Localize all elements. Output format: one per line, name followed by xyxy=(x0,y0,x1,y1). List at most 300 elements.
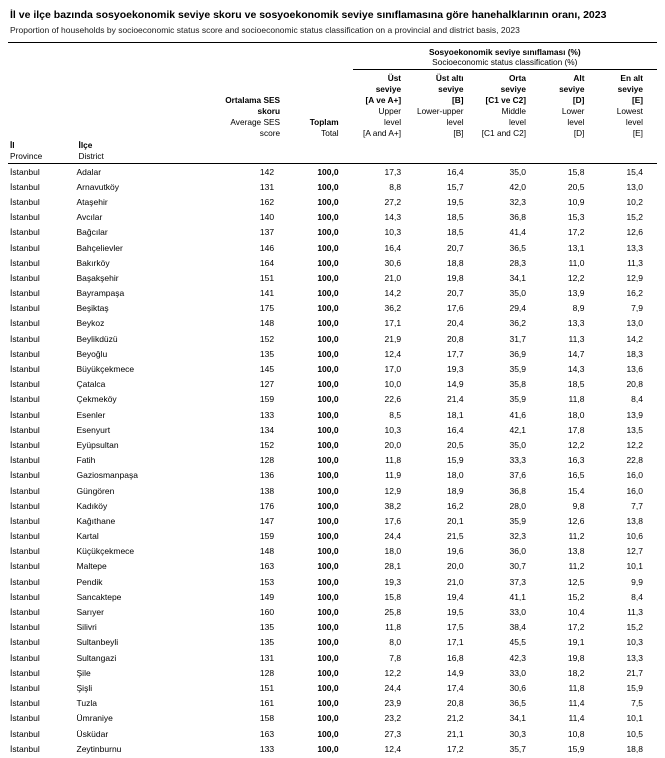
cell-district: Bahçelievler xyxy=(76,242,123,253)
cell-lower-level: 15,2 xyxy=(567,591,585,602)
cell-lower-level: 13,1 xyxy=(567,242,585,253)
cell-middle-level: 30,3 xyxy=(509,728,527,739)
cell-middle-level: 36,0 xyxy=(509,546,527,557)
cell-upper-level: 27,3 xyxy=(384,728,402,739)
cell-middle-level: 29,4 xyxy=(509,303,527,314)
cell-ses-score: 137 xyxy=(259,227,275,238)
cell-lower-level: 17,8 xyxy=(567,424,585,435)
cell-lower-level: 11,8 xyxy=(568,394,585,405)
cell-lower-upper-level: 20,0 xyxy=(447,561,464,572)
cell-province: İstanbul xyxy=(10,698,40,709)
cell-lower-level: 15,3 xyxy=(567,212,585,223)
table-row xyxy=(8,711,657,726)
cell-middle-level: 28,3 xyxy=(509,257,527,268)
table-row xyxy=(8,286,657,301)
table-row xyxy=(8,544,657,559)
cell-lowest-level: 22,8 xyxy=(626,455,643,466)
cell-lowest-level: 16,0 xyxy=(626,485,643,496)
cell-district: Avcılar xyxy=(76,212,103,223)
cell-lower-upper-level: 21,5 xyxy=(447,531,464,542)
cell-lowest-level: 10,3 xyxy=(626,637,643,648)
cell-lower-level: 10,9 xyxy=(567,196,585,207)
cell-ses-score: 128 xyxy=(259,455,275,466)
cell-district: Kağıthane xyxy=(76,515,116,526)
cell-lowest-level: 12,6 xyxy=(626,227,643,238)
cell-total: 100,0 xyxy=(317,576,339,587)
cell-lowest-level: 15,2 xyxy=(626,622,643,633)
cell-lower-upper-level: 18,8 xyxy=(447,257,464,268)
group-header-tr: Sosyoekonomik seviye sınıflaması (%) xyxy=(428,47,581,57)
cell-lowest-level: 13,0 xyxy=(626,181,643,192)
cell-middle-level: 33,3 xyxy=(509,455,527,466)
cell-lower-upper-level: 14,9 xyxy=(447,379,464,390)
cell-district: Güngören xyxy=(76,485,115,496)
cell-middle-level: 31,7 xyxy=(509,333,527,344)
cell-ses-score: 175 xyxy=(259,303,275,314)
table-row xyxy=(8,696,657,711)
cell-lower-upper-level: 18,5 xyxy=(447,212,464,223)
cell-ses-score: 163 xyxy=(259,728,275,739)
cell-upper-level: 17,1 xyxy=(384,318,402,329)
table-row xyxy=(8,331,657,346)
cell-lower-upper-level: 18,5 xyxy=(447,227,464,238)
table-row xyxy=(8,437,657,452)
cell-lower-level: 11,4 xyxy=(568,698,585,709)
table-row xyxy=(8,650,657,665)
header-group-row-en xyxy=(8,57,657,70)
table-row xyxy=(8,498,657,513)
cell-district: Esenler xyxy=(76,409,106,420)
header-group-row-tr xyxy=(8,43,657,57)
cell-lower-level: 20,5 xyxy=(567,181,585,192)
cell-ses-score: 148 xyxy=(259,546,275,557)
table-row xyxy=(8,179,657,194)
cell-ses-score: 176 xyxy=(259,500,275,511)
cell-lower-level: 14,3 xyxy=(567,364,585,375)
cell-lower-level: 17,2 xyxy=(567,622,585,633)
cell-total: 100,0 xyxy=(317,515,339,526)
cell-district: Beylikdüzü xyxy=(76,333,118,344)
cell-middle-level: 36,8 xyxy=(509,212,527,223)
cell-total: 100,0 xyxy=(317,485,339,496)
cell-lower-level: 14,7 xyxy=(567,348,585,359)
cell-province: İstanbul xyxy=(10,394,40,405)
cell-middle-level: 36,8 xyxy=(509,485,527,496)
cell-total: 100,0 xyxy=(317,470,339,481)
cell-ses-score: 141 xyxy=(259,288,275,299)
cell-total: 100,0 xyxy=(317,743,339,754)
cell-district: Başakşehir xyxy=(76,272,119,283)
cell-upper-level: 18,0 xyxy=(384,546,402,557)
cell-district: Silivri xyxy=(76,622,97,633)
cell-upper-level: 30,6 xyxy=(384,257,402,268)
cell-lowest-level: 11,3 xyxy=(627,607,643,618)
cell-lower-level: 13,8 xyxy=(567,546,585,557)
cell-lower-upper-level: 19,8 xyxy=(447,272,464,283)
cell-province: İstanbul xyxy=(10,272,40,283)
cell-total: 100,0 xyxy=(317,698,339,709)
cell-province: İstanbul xyxy=(10,409,40,420)
cell-ses-score: 140 xyxy=(259,212,275,223)
cell-province: İstanbul xyxy=(10,682,40,693)
table-row xyxy=(8,316,657,331)
col-header-total-tr: Toplam xyxy=(309,117,339,127)
cell-district: Ümraniye xyxy=(76,713,113,724)
cell-upper-level: 10,3 xyxy=(384,227,402,238)
table-row xyxy=(8,574,657,589)
cell-upper-level: 36,2 xyxy=(384,303,402,314)
cell-lower-upper-level: 19,5 xyxy=(447,196,464,207)
cell-lowest-level: 10,1 xyxy=(626,561,643,572)
cell-district: Pendik xyxy=(76,576,103,587)
stub-district xyxy=(77,140,178,163)
table-row xyxy=(8,513,657,528)
cell-lower-level: 11,8 xyxy=(568,682,585,693)
cell-lower-upper-level: 20,7 xyxy=(447,242,464,253)
cell-total: 100,0 xyxy=(317,181,339,192)
cell-middle-level: 35,9 xyxy=(509,515,527,526)
cell-province: İstanbul xyxy=(10,728,40,739)
col-header-ses-en1: Average SES xyxy=(230,117,281,127)
cell-district: Esenyurt xyxy=(76,424,111,435)
cell-district: Maltepe xyxy=(76,561,107,572)
cell-total: 100,0 xyxy=(317,348,339,359)
cell-province: İstanbul xyxy=(10,607,40,618)
col-header-ses xyxy=(177,73,284,140)
cell-lower-upper-level: 18,9 xyxy=(447,485,464,496)
cell-upper-level: 23,2 xyxy=(384,713,402,724)
cell-upper-level: 12,4 xyxy=(384,743,402,754)
cell-lower-upper-level: 21,1 xyxy=(447,728,464,739)
cell-middle-level: 33,0 xyxy=(509,607,527,618)
cell-lowest-level: 7,7 xyxy=(631,500,643,511)
cell-lower-level: 15,9 xyxy=(567,743,585,754)
cell-lower-upper-level: 20,1 xyxy=(447,515,464,526)
col-header-ses-tr1: Ortalama SES xyxy=(225,95,281,105)
cell-upper-level: 7,8 xyxy=(389,652,402,663)
header-stub-row xyxy=(8,140,657,163)
cell-lower-upper-level: 17,7 xyxy=(447,348,464,359)
cell-district: Küçükçekmece xyxy=(76,546,135,557)
table-row xyxy=(8,741,657,756)
table-row xyxy=(8,392,657,407)
cell-lowest-level: 21,7 xyxy=(626,667,643,678)
cell-total: 100,0 xyxy=(317,561,339,572)
col-header-ses-en2: score xyxy=(259,128,281,138)
cell-lowest-level: 7,9 xyxy=(631,303,643,314)
cell-lowest-level: 7,5 xyxy=(631,698,643,709)
table-row xyxy=(8,529,657,544)
cell-district: Sancaktepe xyxy=(76,591,122,602)
cell-lowest-level: 12,7 xyxy=(626,546,643,557)
cell-lower-upper-level: 17,2 xyxy=(447,743,464,754)
cell-upper-level: 11,8 xyxy=(385,622,402,633)
cell-middle-level: 32,3 xyxy=(509,196,527,207)
cell-upper-level: 17,3 xyxy=(384,166,402,177)
table-row xyxy=(8,604,657,619)
cell-middle-level: 35,8 xyxy=(509,379,527,390)
cell-lower-level: 18,2 xyxy=(567,667,585,678)
cell-total: 100,0 xyxy=(317,622,339,633)
cell-ses-score: 136 xyxy=(259,470,275,481)
cell-lowest-level: 10,6 xyxy=(626,531,643,542)
cell-middle-level: 35,9 xyxy=(509,364,527,375)
cell-lowest-level: 13,6 xyxy=(626,364,643,375)
cell-upper-level: 25,8 xyxy=(384,607,402,618)
cell-upper-level: 12,4 xyxy=(384,348,402,359)
cell-lowest-level: 10,1 xyxy=(626,713,643,724)
col-header-middle: Orta seviye [C1 ve C2] Middle level [C1 and C2] xyxy=(481,73,527,138)
cell-middle-level: 28,0 xyxy=(509,500,527,511)
cell-upper-level: 11,8 xyxy=(385,455,402,466)
cell-district: Şişli xyxy=(76,682,93,693)
table-row xyxy=(8,468,657,483)
cell-lower-upper-level: 19,6 xyxy=(447,546,464,557)
cell-province: İstanbul xyxy=(10,667,40,678)
cell-ses-score: 149 xyxy=(259,591,275,602)
cell-ses-score: 151 xyxy=(259,682,275,693)
cell-province: İstanbul xyxy=(10,364,40,375)
cell-upper-level: 21,9 xyxy=(384,333,402,344)
cell-total: 100,0 xyxy=(317,637,339,648)
col-header-lower: Alt seviye [D] Lower level [D] xyxy=(559,73,585,138)
cell-middle-level: 35,0 xyxy=(509,288,527,299)
cell-province: İstanbul xyxy=(10,196,40,207)
table-header xyxy=(8,43,657,164)
stub-province-tr: İl xyxy=(10,140,15,150)
cell-lower-upper-level: 18,1 xyxy=(447,409,464,420)
cell-lower-level: 10,8 xyxy=(567,728,585,739)
cell-lowest-level: 14,2 xyxy=(626,333,643,344)
cell-district: Bakırköy xyxy=(76,257,110,268)
cell-province: İstanbul xyxy=(10,622,40,633)
table-row xyxy=(8,589,657,604)
cell-lower-upper-level: 21,4 xyxy=(447,394,464,405)
cell-upper-level: 8,0 xyxy=(389,637,402,648)
cell-upper-level: 10,0 xyxy=(384,379,402,390)
cell-lower-level: 12,5 xyxy=(567,576,585,587)
cell-district: Çekmeköy xyxy=(76,394,117,405)
cell-lower-level: 11,2 xyxy=(568,531,585,542)
cell-total: 100,0 xyxy=(317,439,339,450)
cell-lower-upper-level: 19,4 xyxy=(447,591,464,602)
title-block xyxy=(0,0,665,36)
cell-lowest-level: 9,9 xyxy=(631,576,643,587)
cell-middle-level: 34,1 xyxy=(509,713,527,724)
cell-ses-score: 142 xyxy=(259,166,275,177)
cell-lower-upper-level: 16,8 xyxy=(447,652,464,663)
cell-district: Bayrampaşa xyxy=(76,288,125,299)
cell-district: Tuzla xyxy=(76,698,97,709)
cell-lowest-level: 8,4 xyxy=(631,591,643,602)
cell-ses-score: 145 xyxy=(259,364,275,375)
cell-total: 100,0 xyxy=(317,166,339,177)
cell-lower-level: 16,5 xyxy=(567,470,585,481)
cell-district: Fatih xyxy=(76,455,96,466)
col-header-lowest: En alt seviye [E] Lowest level [E] xyxy=(616,73,643,138)
cell-total: 100,0 xyxy=(317,212,339,223)
cell-upper-level: 12,9 xyxy=(384,485,402,496)
cell-lower-upper-level: 20,8 xyxy=(447,333,464,344)
cell-province: İstanbul xyxy=(10,561,40,572)
cell-lowest-level: 18,8 xyxy=(626,743,643,754)
cell-province: İstanbul xyxy=(10,591,40,602)
cell-ses-score: 134 xyxy=(259,424,275,435)
cell-ses-score: 152 xyxy=(259,439,275,450)
cell-upper-level: 12,2 xyxy=(384,667,402,678)
cell-middle-level: 36,2 xyxy=(509,318,527,329)
cell-lowest-level: 13,8 xyxy=(626,515,643,526)
cell-ses-score: 127 xyxy=(259,379,275,390)
table-row xyxy=(8,559,657,574)
cell-total: 100,0 xyxy=(317,257,339,268)
cell-middle-level: 41,4 xyxy=(509,227,527,238)
cell-lower-upper-level: 20,5 xyxy=(447,439,464,450)
cell-ses-score: 163 xyxy=(259,561,275,572)
cell-province: İstanbul xyxy=(10,257,40,268)
col-header-province xyxy=(8,73,77,140)
cell-lower-upper-level: 16,4 xyxy=(447,424,464,435)
cell-middle-level: 35,0 xyxy=(509,166,527,177)
cell-total: 100,0 xyxy=(317,546,339,557)
cell-upper-level: 21,0 xyxy=(384,272,402,283)
cell-upper-level: 14,2 xyxy=(384,288,402,299)
cell-district: Bağcılar xyxy=(76,227,108,238)
cell-total: 100,0 xyxy=(317,364,339,375)
cell-ses-score: 161 xyxy=(259,698,275,709)
cell-province: İstanbul xyxy=(10,288,40,299)
table-row xyxy=(8,346,657,361)
cell-lower-level: 11,2 xyxy=(568,561,585,572)
table-row xyxy=(8,240,657,255)
cell-ses-score: 133 xyxy=(259,743,275,754)
cell-upper-level: 20,0 xyxy=(384,439,402,450)
cell-ses-score: 148 xyxy=(259,318,275,329)
cell-lower-upper-level: 21,0 xyxy=(447,576,464,587)
cell-district: Sarıyer xyxy=(76,607,104,618)
cell-lowest-level: 8,4 xyxy=(631,394,643,405)
cell-ses-score: 133 xyxy=(259,409,275,420)
cell-province: İstanbul xyxy=(10,500,40,511)
col-header-lower-upper: Üst altı seviye [B] Lower-upper level [B] xyxy=(416,73,464,138)
cell-middle-level: 37,6 xyxy=(509,470,527,481)
cell-lowest-level: 10,5 xyxy=(626,728,643,739)
cell-total: 100,0 xyxy=(317,500,339,511)
cell-ses-score: 128 xyxy=(259,667,275,678)
cell-lower-upper-level: 20,7 xyxy=(447,288,464,299)
cell-ses-score: 151 xyxy=(259,272,275,283)
table-row xyxy=(8,726,657,741)
cell-province: İstanbul xyxy=(10,439,40,450)
cell-middle-level: 32,3 xyxy=(509,531,527,542)
cell-total: 100,0 xyxy=(317,455,339,466)
table-row xyxy=(8,301,657,316)
cell-total: 100,0 xyxy=(317,682,339,693)
cell-total: 100,0 xyxy=(317,607,339,618)
cell-district: Zeytinburnu xyxy=(76,743,122,754)
cell-ses-score: 146 xyxy=(259,242,275,253)
table-row xyxy=(8,680,657,695)
cell-total: 100,0 xyxy=(317,379,339,390)
table-row xyxy=(8,407,657,422)
cell-middle-level: 41,1 xyxy=(509,591,527,602)
cell-lower-level: 19,8 xyxy=(567,652,585,663)
cell-ses-score: 135 xyxy=(259,622,275,633)
table-row xyxy=(8,164,657,180)
cell-lower-level: 13,3 xyxy=(567,318,585,329)
cell-lower-upper-level: 15,9 xyxy=(447,455,464,466)
cell-province: İstanbul xyxy=(10,379,40,390)
cell-upper-level: 16,4 xyxy=(384,242,402,253)
cell-lower-upper-level: 17,1 xyxy=(447,637,464,648)
cell-total: 100,0 xyxy=(317,272,339,283)
cell-lower-upper-level: 18,0 xyxy=(447,470,464,481)
cell-lower-upper-level: 20,4 xyxy=(447,318,464,329)
table-row xyxy=(8,635,657,650)
cell-lowest-level: 10,2 xyxy=(626,196,643,207)
col-header-total-en: Total xyxy=(321,128,339,138)
cell-province: İstanbul xyxy=(10,227,40,238)
cell-upper-level: 24,4 xyxy=(384,531,402,542)
col-header-total xyxy=(284,73,353,140)
cell-province: İstanbul xyxy=(10,318,40,329)
cell-middle-level: 33,0 xyxy=(509,667,527,678)
cell-ses-score: 153 xyxy=(259,576,275,587)
col-header-ses-tr2: skoru xyxy=(257,106,281,116)
cell-district: Ataşehir xyxy=(76,196,108,207)
cell-total: 100,0 xyxy=(317,424,339,435)
cell-lower-upper-level: 19,5 xyxy=(447,607,464,618)
cell-lower-level: 16,3 xyxy=(567,455,585,466)
cell-total: 100,0 xyxy=(317,227,339,238)
cell-total: 100,0 xyxy=(317,652,339,663)
cell-province: İstanbul xyxy=(10,546,40,557)
group-header-en: Socioeconomic status classification (%) xyxy=(353,57,657,70)
cell-total: 100,0 xyxy=(317,531,339,542)
cell-lower-level: 15,4 xyxy=(567,485,585,496)
cell-lower-level: 11,4 xyxy=(568,713,585,724)
cell-ses-score: 162 xyxy=(259,196,275,207)
cell-upper-level: 17,0 xyxy=(384,364,402,375)
cell-lower-upper-level: 17,6 xyxy=(447,303,464,314)
cell-district: Beykoz xyxy=(76,318,105,329)
cell-lower-upper-level: 17,5 xyxy=(447,622,464,633)
cell-upper-level: 23,9 xyxy=(384,698,402,709)
cell-district: Kadıköy xyxy=(76,500,108,511)
table-row xyxy=(8,210,657,225)
cell-lower-upper-level: 16,4 xyxy=(447,166,464,177)
table-row xyxy=(8,361,657,376)
cell-upper-level: 38,2 xyxy=(384,500,402,511)
cell-district: Çatalca xyxy=(76,379,106,390)
cell-total: 100,0 xyxy=(317,713,339,724)
cell-lowest-level: 16,2 xyxy=(626,288,643,299)
cell-ses-score: 159 xyxy=(259,531,275,542)
cell-lowest-level: 13,3 xyxy=(626,242,643,253)
stub-district-tr: İlçe xyxy=(78,140,93,150)
cell-middle-level: 35,0 xyxy=(509,439,527,450)
cell-lower-upper-level: 20,8 xyxy=(447,698,464,709)
cell-upper-level: 28,1 xyxy=(384,561,402,572)
cell-ses-score: 159 xyxy=(259,394,275,405)
cell-lowest-level: 13,9 xyxy=(626,409,643,420)
cell-ses-score: 158 xyxy=(259,713,275,724)
cell-lower-level: 18,5 xyxy=(567,379,585,390)
cell-province: İstanbul xyxy=(10,181,40,192)
cell-lowest-level: 15,4 xyxy=(626,166,643,177)
table-row xyxy=(8,270,657,285)
cell-middle-level: 34,1 xyxy=(509,272,527,283)
